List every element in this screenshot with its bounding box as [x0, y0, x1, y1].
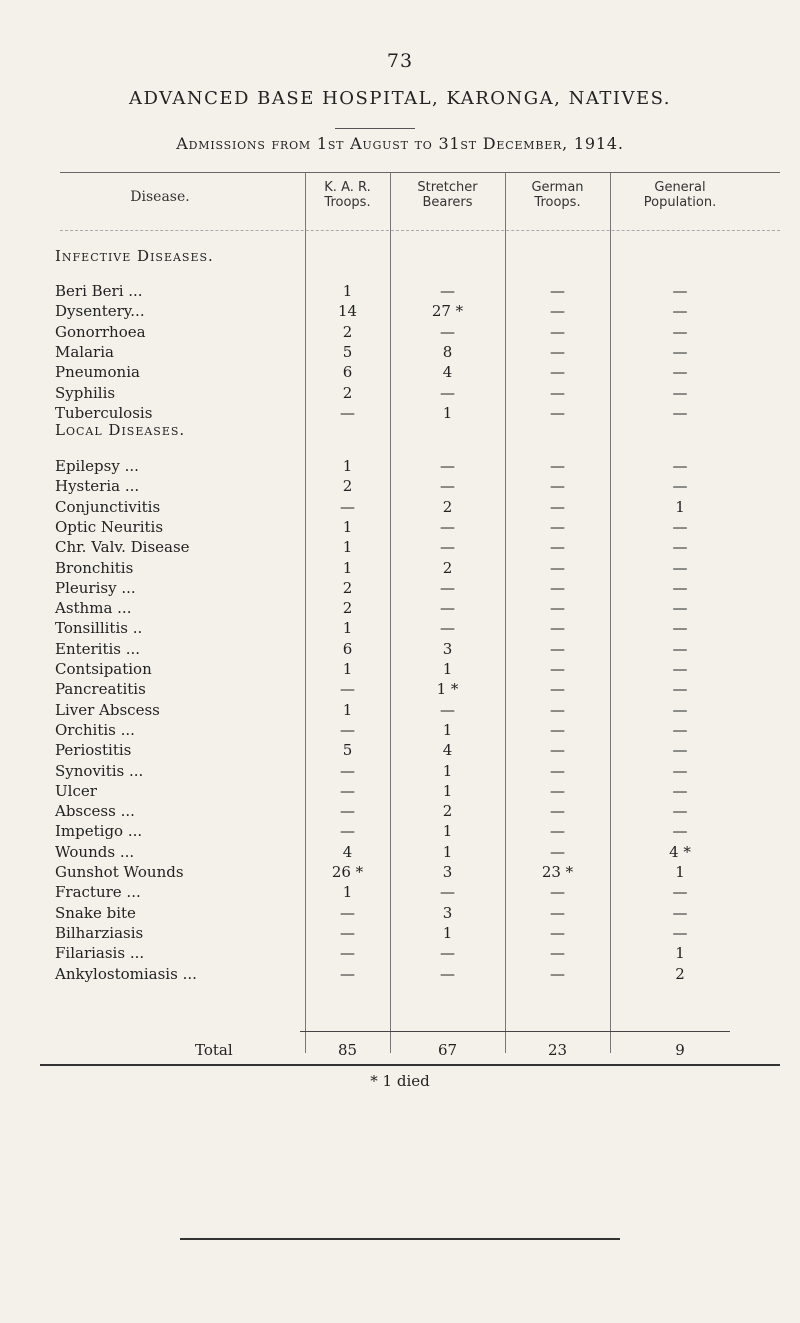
cell-general: 1 [675, 944, 685, 963]
table-row [0, 640, 800, 658]
cell-general: — [672, 700, 688, 719]
cell-general: — [672, 282, 688, 300]
cell-general: — [672, 538, 688, 557]
cell-kar: 2 [342, 578, 353, 597]
header-general-line1: General [654, 180, 706, 195]
table-row [0, 599, 800, 617]
disease-name: Pleurisy ... [55, 578, 136, 597]
page-subtitle: Admissions from 1st August to 31st December, 1914. [176, 134, 624, 153]
cell-general: 1 [675, 863, 685, 881]
cell-german: 23 * [541, 863, 574, 881]
cell-german: — [550, 781, 565, 800]
disease-name: Optic Neuritis [55, 517, 164, 536]
header-general [610, 180, 750, 210]
disease-name: Tuberculosis [55, 403, 153, 422]
cell-german: — [550, 619, 565, 638]
table-row [0, 863, 800, 881]
disease-name: Abscess ... [55, 802, 135, 821]
table-row [0, 802, 800, 820]
cell-stretcher: 2 [442, 558, 453, 577]
disease-name: Malaria [55, 342, 114, 361]
table-row [0, 363, 800, 381]
table-row [0, 822, 800, 840]
disease-name: Bronchitis [55, 558, 134, 577]
cell-stretcher: 1 [442, 822, 453, 841]
cell-kar: 6 [342, 363, 353, 382]
cell-stretcher: 8 [442, 342, 453, 361]
cell-kar: 1 [342, 457, 353, 475]
table-row [0, 384, 800, 402]
header-kar [305, 180, 390, 210]
disease-name: Beri Beri ... [55, 282, 143, 300]
table-row [0, 518, 800, 536]
cell-general: — [672, 903, 688, 922]
cell-german: — [550, 700, 565, 719]
header-german-line1: German [531, 180, 584, 195]
cell-german: — [550, 822, 565, 841]
disease-name: Gunshot Wounds [55, 863, 184, 881]
disease-name: Conjunctivitis [55, 497, 161, 516]
cell-general: — [672, 660, 688, 678]
total-kar: 85 [337, 1041, 358, 1059]
cell-stretcher: — [440, 700, 455, 719]
footnote: * 1 died [370, 1072, 430, 1090]
disease-name: Contsipation [55, 660, 152, 678]
header-general-line2: Population. [643, 195, 717, 210]
total-general: 9 [675, 1041, 685, 1059]
table-row [0, 944, 800, 962]
cell-kar: 2 [342, 477, 353, 496]
cell-general: — [672, 302, 688, 321]
table-row [0, 457, 800, 475]
table-row [0, 660, 800, 678]
disease-name: Pancreatitis [55, 680, 146, 699]
cell-german: — [550, 923, 565, 942]
cell-german: — [550, 538, 565, 557]
table-row [0, 323, 800, 341]
cell-kar: — [340, 822, 355, 841]
section-infective: Infective Diseases. [55, 247, 214, 265]
table-row [0, 701, 800, 719]
cell-kar: 1 [342, 883, 353, 902]
cell-kar: — [340, 923, 355, 942]
cell-general: — [672, 923, 688, 942]
table-row [0, 782, 800, 800]
cell-stretcher: 1 [442, 761, 453, 780]
cell-general: 2 [675, 964, 685, 983]
cell-german: — [550, 342, 565, 361]
cell-german: — [550, 842, 565, 861]
cell-stretcher: 3 [442, 903, 453, 922]
cell-general: — [672, 761, 688, 780]
table-row [0, 559, 800, 577]
cell-german: — [550, 302, 565, 321]
cell-german: — [550, 599, 565, 618]
cell-kar: 4 [342, 842, 353, 861]
disease-name: Asthma ... [55, 599, 132, 618]
cell-german: — [550, 363, 565, 382]
table-row [0, 404, 800, 422]
disease-name: Enteritis ... [55, 639, 141, 658]
total-german: 23 [547, 1041, 568, 1059]
cell-kar: — [340, 903, 355, 922]
totals-rule [300, 1031, 730, 1032]
header-kar-line1: K. A. R. [324, 180, 371, 195]
cell-general: — [672, 741, 688, 760]
disease-name: Bilharziasis [55, 923, 144, 942]
disease-name: Gonorrhoea [55, 322, 146, 341]
cell-kar: 14 [337, 302, 358, 321]
cell-kar: 1 [342, 619, 353, 638]
header-kar-line2: Troops. [324, 195, 371, 210]
table-row [0, 538, 800, 556]
cell-general: 1 [675, 497, 685, 516]
table-row [0, 843, 800, 861]
cell-stretcher: 1 [442, 842, 453, 861]
cell-stretcher: — [440, 619, 455, 638]
cell-stretcher: 4 [442, 363, 453, 382]
disease-name: Synovitis ... [55, 761, 144, 780]
disease-name: Ankylostomiasis ... [55, 964, 197, 983]
section-local: Local Diseases. [55, 421, 186, 439]
cell-general: — [672, 802, 688, 821]
table-row [0, 904, 800, 922]
page-number: 73 [386, 50, 414, 72]
disease-name: Epilepsy ... [55, 457, 139, 475]
cell-stretcher: 4 [442, 741, 453, 760]
disease-name: Snake bite [55, 903, 136, 922]
cell-kar: 1 [342, 558, 353, 577]
cell-german: — [550, 403, 565, 422]
cell-kar: 6 [342, 639, 353, 658]
cell-stretcher: 27 * [431, 302, 464, 321]
cell-stretcher: 1 [442, 403, 453, 422]
cell-stretcher: 3 [442, 863, 453, 881]
cell-german: — [550, 680, 565, 699]
table-row [0, 282, 800, 300]
header-german [505, 180, 610, 210]
cell-german: — [550, 457, 565, 475]
cell-kar: 1 [342, 517, 353, 536]
cell-general: — [672, 322, 688, 341]
cell-kar: 26 * [331, 863, 364, 881]
cell-general: — [672, 477, 688, 496]
cell-stretcher: — [440, 517, 455, 536]
cell-german: — [550, 383, 565, 402]
disease-name: Dysentery... [55, 302, 145, 321]
cell-kar: — [340, 720, 355, 739]
cell-german: — [550, 944, 565, 963]
cell-kar: — [340, 497, 355, 516]
table-row [0, 302, 800, 320]
cell-kar: — [340, 781, 355, 800]
table-row [0, 741, 800, 759]
page-title: ADVANCED BASE HOSPITAL, KARONGA, NATIVES. [128, 88, 672, 109]
disease-name: Hysteria ... [55, 477, 140, 496]
cell-german: — [550, 802, 565, 821]
cell-stretcher: — [440, 282, 455, 300]
cell-kar: 1 [342, 538, 353, 557]
cell-general: — [672, 383, 688, 402]
table-row [0, 619, 800, 637]
cell-kar: — [340, 403, 355, 422]
cell-stretcher: 1 * [436, 680, 459, 699]
cell-german: — [550, 558, 565, 577]
cell-kar: — [340, 802, 355, 821]
cell-stretcher: — [440, 322, 455, 341]
title-rule [335, 128, 415, 129]
end-rule [180, 1238, 620, 1240]
cell-german: — [550, 322, 565, 341]
cell-general: — [672, 883, 688, 902]
disease-name: Orchitis ... [55, 720, 135, 739]
total-stretcher: 67 [437, 1041, 458, 1059]
cell-stretcher: 1 [442, 781, 453, 800]
cell-stretcher: — [440, 944, 455, 963]
cell-general: — [672, 517, 688, 536]
cell-german: — [550, 639, 565, 658]
header-stretcher-line1: Stretcher [417, 180, 478, 195]
cell-german: — [550, 741, 565, 760]
cell-stretcher: — [440, 599, 455, 618]
cell-kar: — [340, 761, 355, 780]
cell-kar: 2 [342, 599, 353, 618]
cell-general: — [672, 403, 688, 422]
cell-stretcher: — [440, 964, 455, 983]
table-row [0, 883, 800, 901]
cell-stretcher: — [440, 578, 455, 597]
bottom-rule-thick [40, 1064, 780, 1066]
disease-name: Wounds ... [55, 842, 135, 861]
header-disease: Disease. [130, 189, 190, 205]
cell-german: — [550, 660, 565, 678]
table-row [0, 498, 800, 516]
cell-german: — [550, 477, 565, 496]
cell-general: — [672, 720, 688, 739]
cell-general: — [672, 781, 688, 800]
cell-kar: 1 [342, 660, 353, 678]
cell-german: — [550, 761, 565, 780]
cell-general: — [672, 822, 688, 841]
disease-name: Chr. Valv. Disease [55, 538, 190, 557]
cell-kar: 5 [342, 741, 353, 760]
cell-general: — [672, 578, 688, 597]
table-row [0, 477, 800, 495]
cell-stretcher: — [440, 538, 455, 557]
cell-stretcher: 2 [442, 802, 453, 821]
cell-general: — [672, 363, 688, 382]
header-german-line2: Troops. [534, 195, 581, 210]
cell-kar: 2 [342, 383, 353, 402]
cell-german: — [550, 578, 565, 597]
cell-german: — [550, 517, 565, 536]
disease-name: Liver Abscess [55, 700, 160, 719]
total-label: Total [195, 1041, 233, 1059]
header-stretcher [390, 180, 505, 210]
cell-german: — [550, 282, 565, 300]
header-rule [60, 230, 780, 231]
table-row [0, 924, 800, 942]
cell-general: — [672, 639, 688, 658]
cell-general: — [672, 619, 688, 638]
cell-german: — [550, 720, 565, 739]
cell-general: — [672, 558, 688, 577]
disease-name: Tonsillitis .. [55, 619, 143, 638]
disease-name: Filariasis ... [55, 944, 145, 963]
cell-stretcher: 1 [442, 923, 453, 942]
cell-kar: 1 [342, 282, 353, 300]
cell-kar: 2 [342, 322, 353, 341]
cell-stretcher: 2 [442, 497, 453, 516]
cell-kar: 5 [342, 342, 353, 361]
cell-stretcher: — [440, 477, 455, 496]
table-row [0, 965, 800, 983]
cell-general: — [672, 457, 688, 475]
cell-kar: 1 [342, 700, 353, 719]
cell-stretcher: 1 [442, 660, 453, 678]
disease-name: Ulcer [55, 781, 97, 800]
header-stretcher-line2: Bearers [422, 195, 473, 210]
cell-german: — [550, 883, 565, 902]
table-row [0, 721, 800, 739]
table-row [0, 762, 800, 780]
cell-stretcher: — [440, 457, 455, 475]
disease-name: Pneumonia [55, 363, 140, 382]
cell-stretcher: — [440, 383, 455, 402]
cell-german: — [550, 964, 565, 983]
cell-kar: — [340, 964, 355, 983]
disease-name: Fracture ... [55, 883, 141, 902]
cell-german: — [550, 903, 565, 922]
cell-general: 4 * [669, 842, 691, 861]
disease-name: Impetigo ... [55, 822, 143, 841]
cell-kar: — [340, 944, 355, 963]
table-top-rule [60, 172, 780, 173]
table-row [0, 579, 800, 597]
cell-stretcher: — [440, 883, 455, 902]
table-row [0, 680, 800, 698]
cell-general: — [672, 599, 688, 618]
cell-general: — [672, 680, 688, 699]
cell-stretcher: 3 [442, 639, 453, 658]
disease-name: Syphilis [55, 383, 116, 402]
cell-general: — [672, 342, 688, 361]
table-row [0, 343, 800, 361]
disease-name: Periostitis [55, 741, 132, 760]
cell-kar: — [340, 680, 355, 699]
cell-german: — [550, 497, 565, 516]
cell-stretcher: 1 [442, 720, 453, 739]
